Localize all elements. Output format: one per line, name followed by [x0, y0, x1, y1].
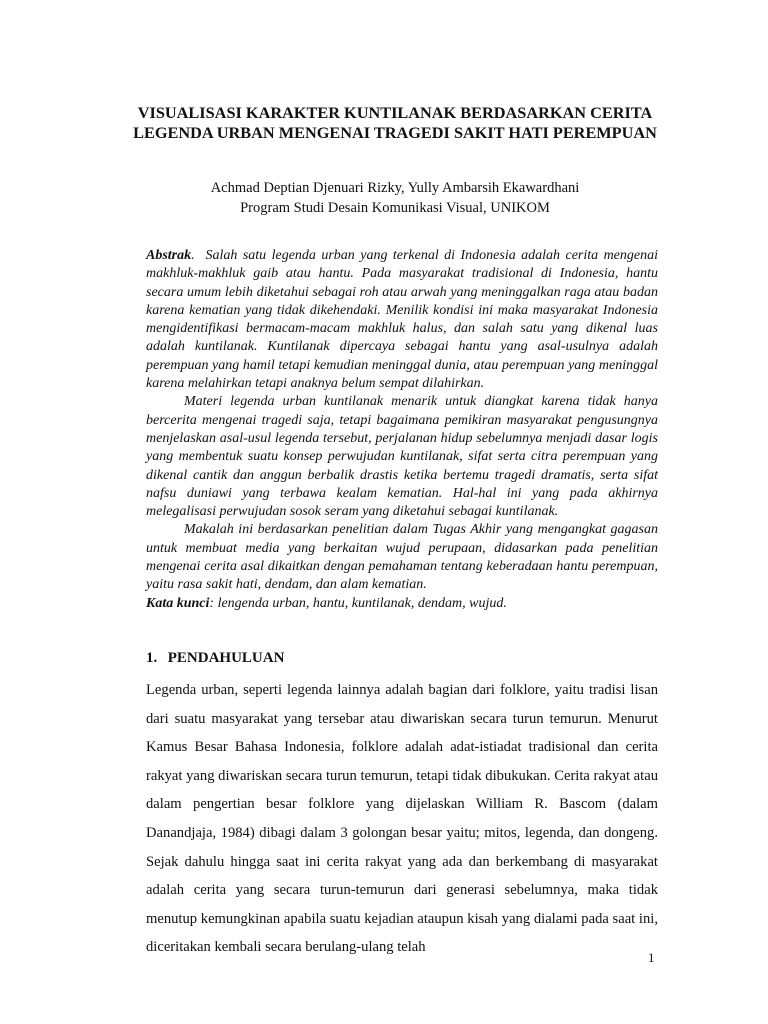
keywords-line	[146, 595, 658, 613]
abstract-section	[146, 247, 658, 613]
page-number: 1	[648, 950, 655, 965]
keywords-text: : lengenda urban, hantu, kuntilanak, dendam, wujud.	[209, 595, 507, 611]
author-affiliation: Program Studi Desain Komunikasi Visual, UNIKOM	[240, 200, 550, 216]
section-heading	[146, 648, 284, 668]
keywords-label: Kata kunci	[146, 595, 210, 611]
author-block	[130, 178, 660, 218]
abstract-paragraph-3: Makalah ini berdasarkan penelitian dalam Tugas Akhir yang mengangkat gagasan untuk membuat media yang berkaitan wujud perupaan, didasarkan pada penelitian mengenai cerita asal dikaitkan dengan pemahaman tentang keberadaan hantu perempuan, yaitu rasa sakit hati, dendam, dan alam kematian.	[146, 522, 658, 593]
paper-title: VISUALISASI KARAKTER KUNTILANAK BERDASARKAN CERITA LEGENDA URBAN MENGENAI TRAGEDI SAKIT HATI PEREMPUAN	[133, 103, 657, 142]
section-body-paragraph: Legenda urban, seperti legenda lainnya adalah bagian dari folklore, yaitu tradisi lisan dari suatu masyarakat yang tersebar atau diwariskan secara turun temurun. Menurut Kamus Besar Bahasa Indonesia, folklore adalah adat-istiadat tradisional dan cerita rakyat yang diwariskan secara turun temurun, tetapi tidak dibukukan. Cerita rakyat atau dalam pengertian besar folklore yang dijelaskan William R. Bascom (dalam Danandjaja, 1984) dibagi dalam 3 golongan besar yaitu; mitos, legenda, dan dongeng. Sejak dahulu hingga saat ini cerita rakyat yang ada dan berkembang di masyarakat adalah cerita yang secara turun-temurun dari generasi sebelumnya, maka tidak menutup kemungkinan apabila suatu kejadian ataupun kisah yang dialami pada saat ini, diceritakan kembali secara berulang-ulang telah	[146, 682, 658, 956]
abstract-paragraph-2: Materi legenda urban kuntilanak menarik untuk diangkat karena tidak hanya bercerita mengenai tragedi saja, tetapi bagaimana pemikiran masyarakat pengusungnya menjelaskan asal-usul legenda tersebut, perjalanan hidup sebelumnya menjadi dasar logis yang membentuk suatu konsep perwujudan kuntilanak, sifat serta citra perempuan yang dikenal cantik dan anggun berbalik drastis ketika bertemu tragedi dramatis, serta sifat nafsu duniawi yang terbawa kealam kematian. Hal-hal ini yang pada akhirnya melegalisasi perwujudan sosok seram yang diketahui sebagai kuntilanak.	[146, 394, 658, 520]
section-title: PENDAHULUAN	[167, 650, 285, 666]
abstract-paragraph-1: Abstrak. Salah satu legenda urban yang terkenal di Indonesia adalah cerita mengenai makhluk-makhluk gaib atau hantu. Pada masyarakat tradisional di Indonesia, hantu secara umum lebih diketahui sebagai roh atau arwah yang meninggalkan raga atau badan karena kematian yang tidak dikehendaki. Menilik kondisi ini maka masyarakat Indonesia mengidentifikasi bermacam-macam makhluk halus, dan salah satu yang dikenal luas adalah kuntilanak. Kuntilanak dipercaya sebagai hantu yang asal-usulnya adalah perempuan yang hamil tetapi kemudian meninggal dunia, atau perempuan yang meninggal karena melahirkan tetapi anaknya belum sempat dilahirkan.	[146, 248, 659, 392]
abstract-label: Abstrak	[146, 248, 192, 263]
abstract-text-1: Salah satu legenda urban yang terkenal di Indonesia adalah cerita mengenai makhluk-makhluk gaib atau hantu. Pada masyarakat tradisional di Indonesia, hantu secara umum lebih diketahui sebagai roh atau arwah yang meninggalkan raga atau badan karena kematian yang tidak dikehendaki. Menilik kondisi ini maka masyarakat Indonesia mengidentifikasi bermacam-macam makhluk halus, dan salah satu yang dikenal luas adalah kuntilanak. Kuntilanak dipercaya sebagai hantu yang asal-usulnya adalah perempuan yang hamil tetapi kemudian meninggal dunia, atau perempuan yang meninggal karena melahirkan tetapi anaknya belum sempat dilahirkan.	[146, 248, 659, 392]
section-number: 1.	[146, 650, 158, 666]
author-names: Achmad Deptian Djenuari Rizky, Yully Ambarsih Ekawardhani	[210, 180, 580, 196]
